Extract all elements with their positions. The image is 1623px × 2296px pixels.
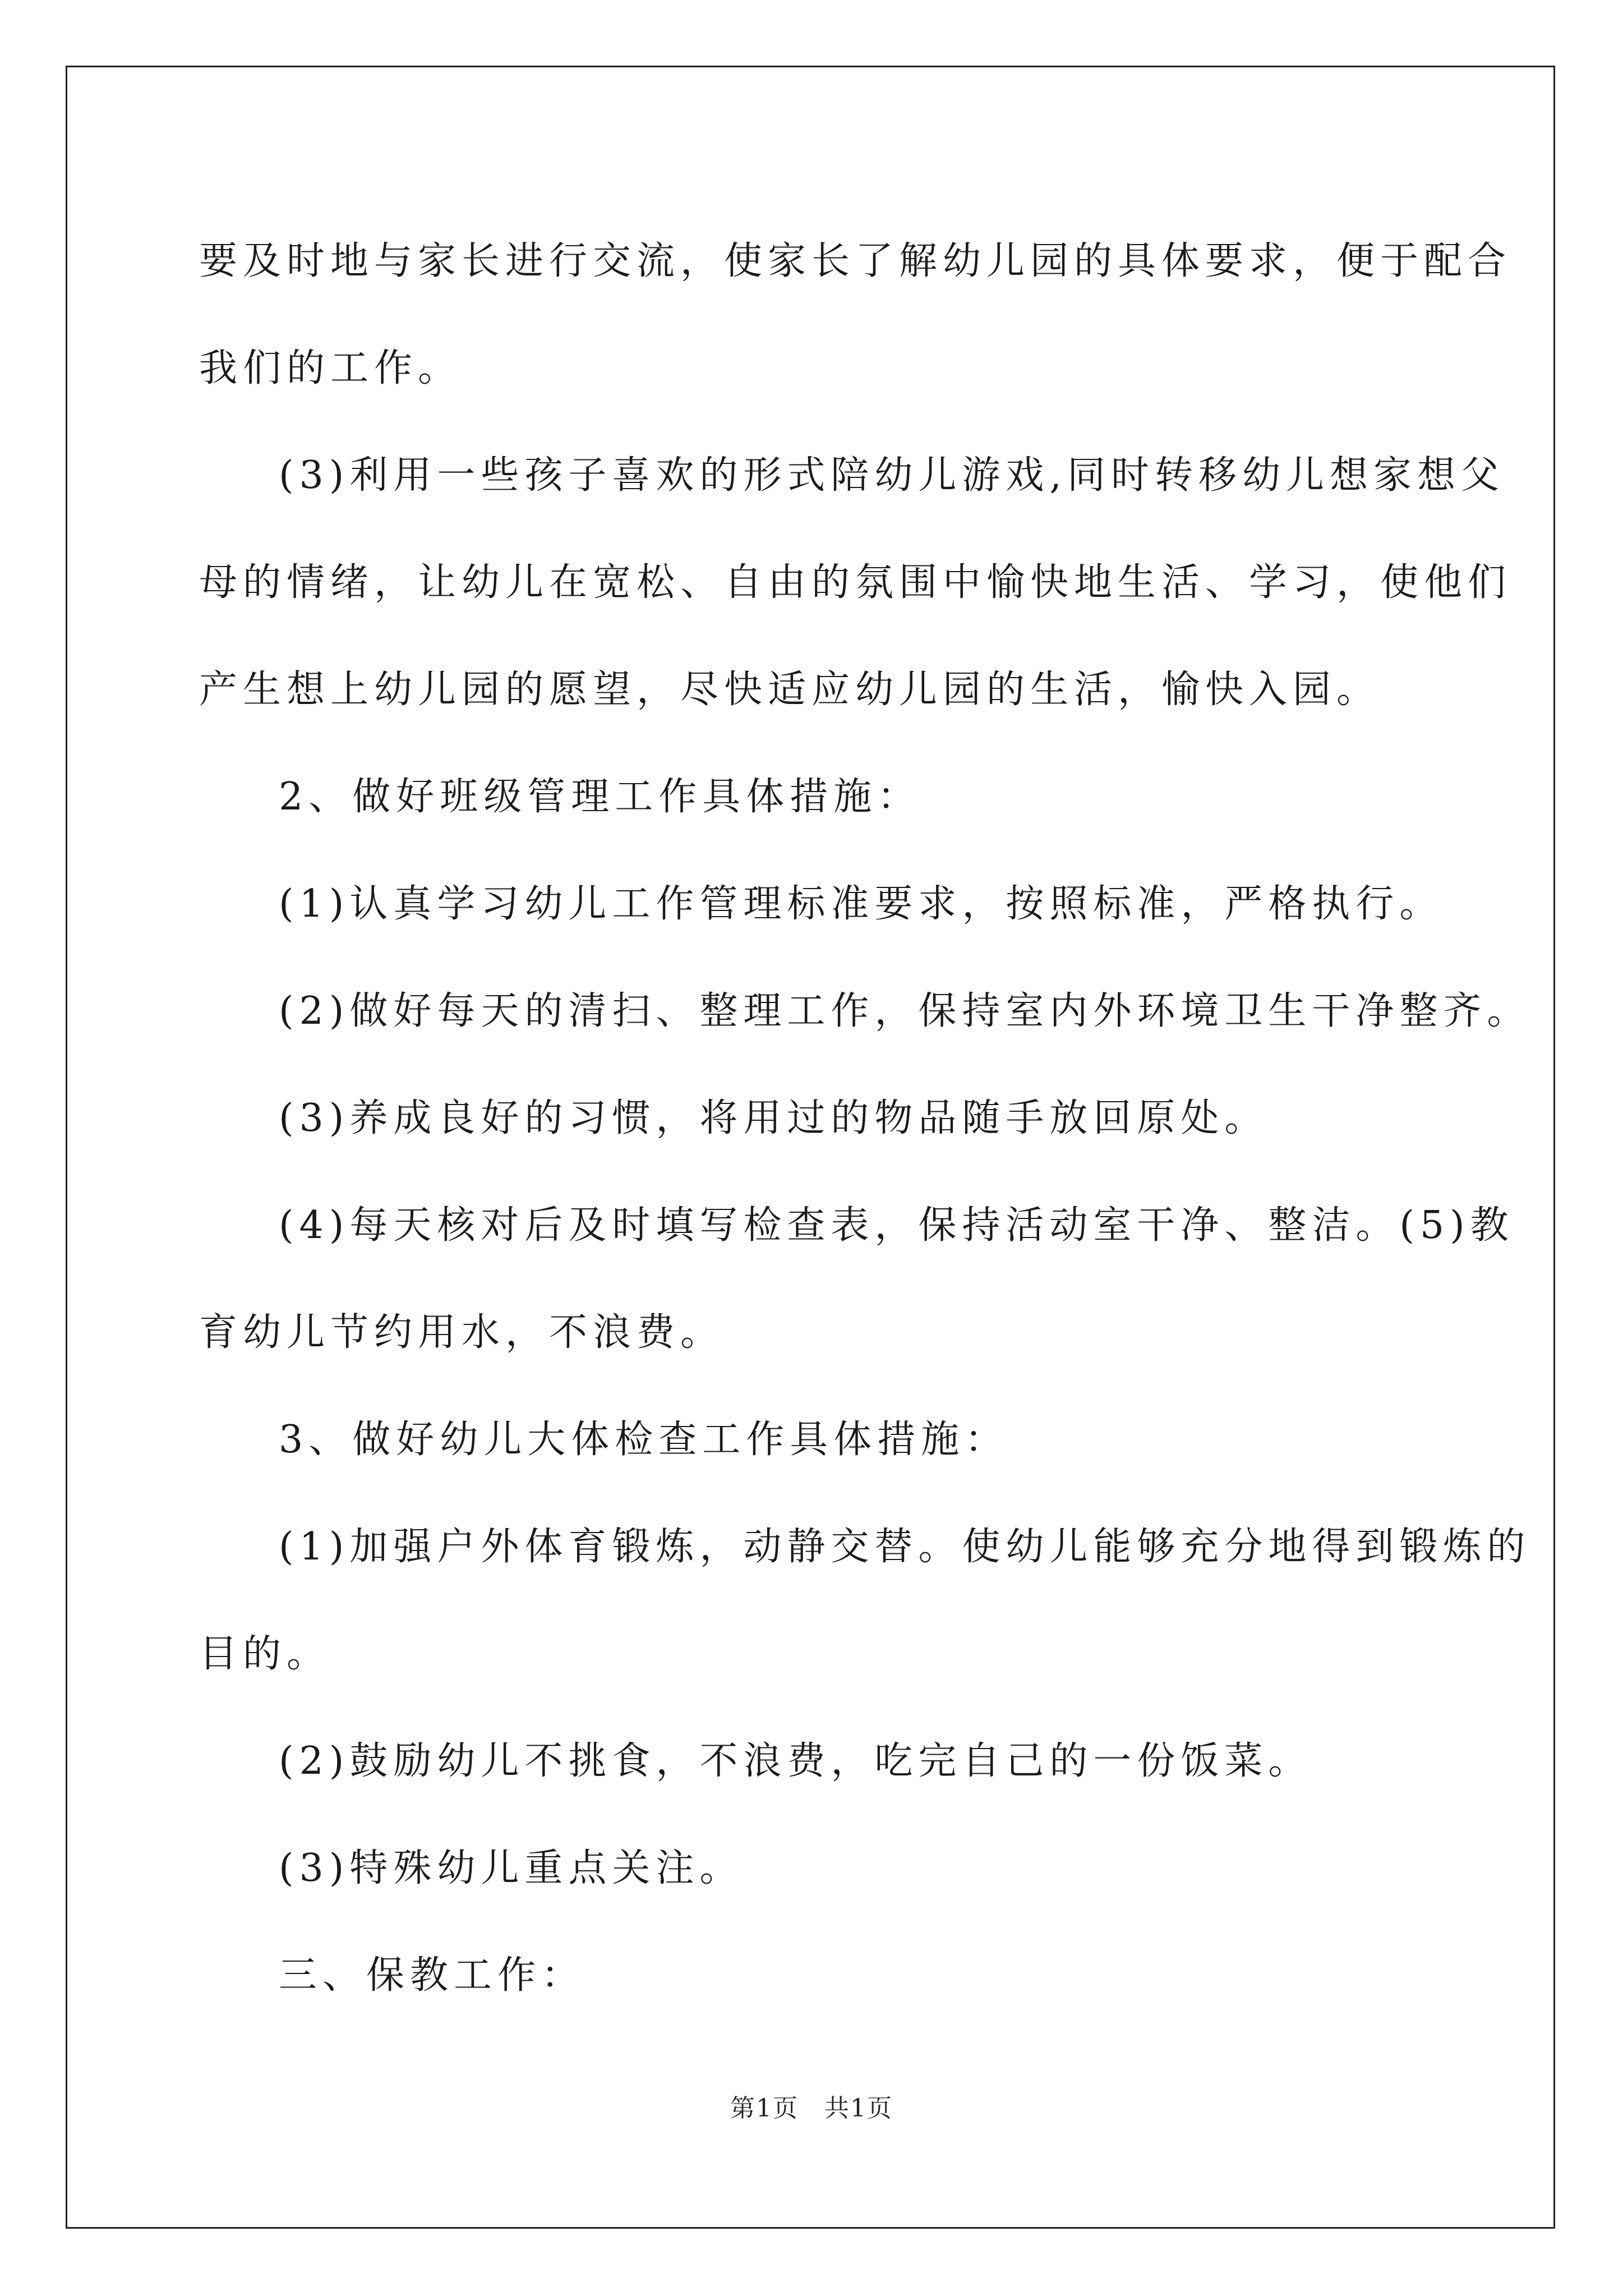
- paragraph-line: 目的。: [199, 1632, 331, 1676]
- paragraph-line: 母的情绪，让幼儿在宽松、自由的氛围中愉快地生活、学习，使他们: [199, 560, 1512, 605]
- paragraph-line: 我们的工作。: [199, 346, 462, 390]
- paragraph-line: 产生想上幼儿园的愿望，尽快适应幼儿园的生活，愉快入园。: [199, 668, 1381, 712]
- paragraph-line: 要及时地与家长进行交流，使家长了解幼儿园的具体要求，便于配合: [199, 239, 1512, 283]
- paragraph-line: (3)养成良好的习惯，将用过的物品随手放回原处。: [279, 1096, 1269, 1140]
- paragraph-line: (3)特殊幼儿重点关注。: [279, 1846, 744, 1890]
- paragraph-line: (2)鼓励幼儿不挑食，不浪费，吃完自己的一份饭菜。: [279, 1739, 1312, 1783]
- section-heading: 三、保教工作：: [279, 1953, 585, 1998]
- section-heading: 3、做好幼儿大体检查工作具体措施：: [279, 1418, 1009, 1462]
- paragraph-line: (1)加强户外体育锻炼，动静交替。使幼儿能够充分地得到锻炼的: [279, 1525, 1531, 1569]
- paragraph-line: (1)认真学习幼儿工作管理标准要求，按照标准，严格执行。: [279, 882, 1444, 926]
- paragraph-line: (2)做好每天的清扫、整理工作，保持室内外环境卫生干净整齐。: [279, 989, 1531, 1033]
- page-footer: 第1页 共1页: [730, 2094, 893, 2123]
- paragraph-line: (3)利用一些孩子喜欢的形式陪幼儿游戏,同时转移幼儿想家想父: [279, 453, 1505, 498]
- paragraph-line: 育幼儿节约用水，不浪费。: [199, 1310, 725, 1355]
- paragraph-line: (4)每天核对后及时填写检查表，保持活动室干净、整洁。(5)教: [279, 1203, 1514, 1248]
- document-body: [199, 208, 1531, 2029]
- section-heading: 2、做好班级管理工作具体措施：: [279, 775, 921, 819]
